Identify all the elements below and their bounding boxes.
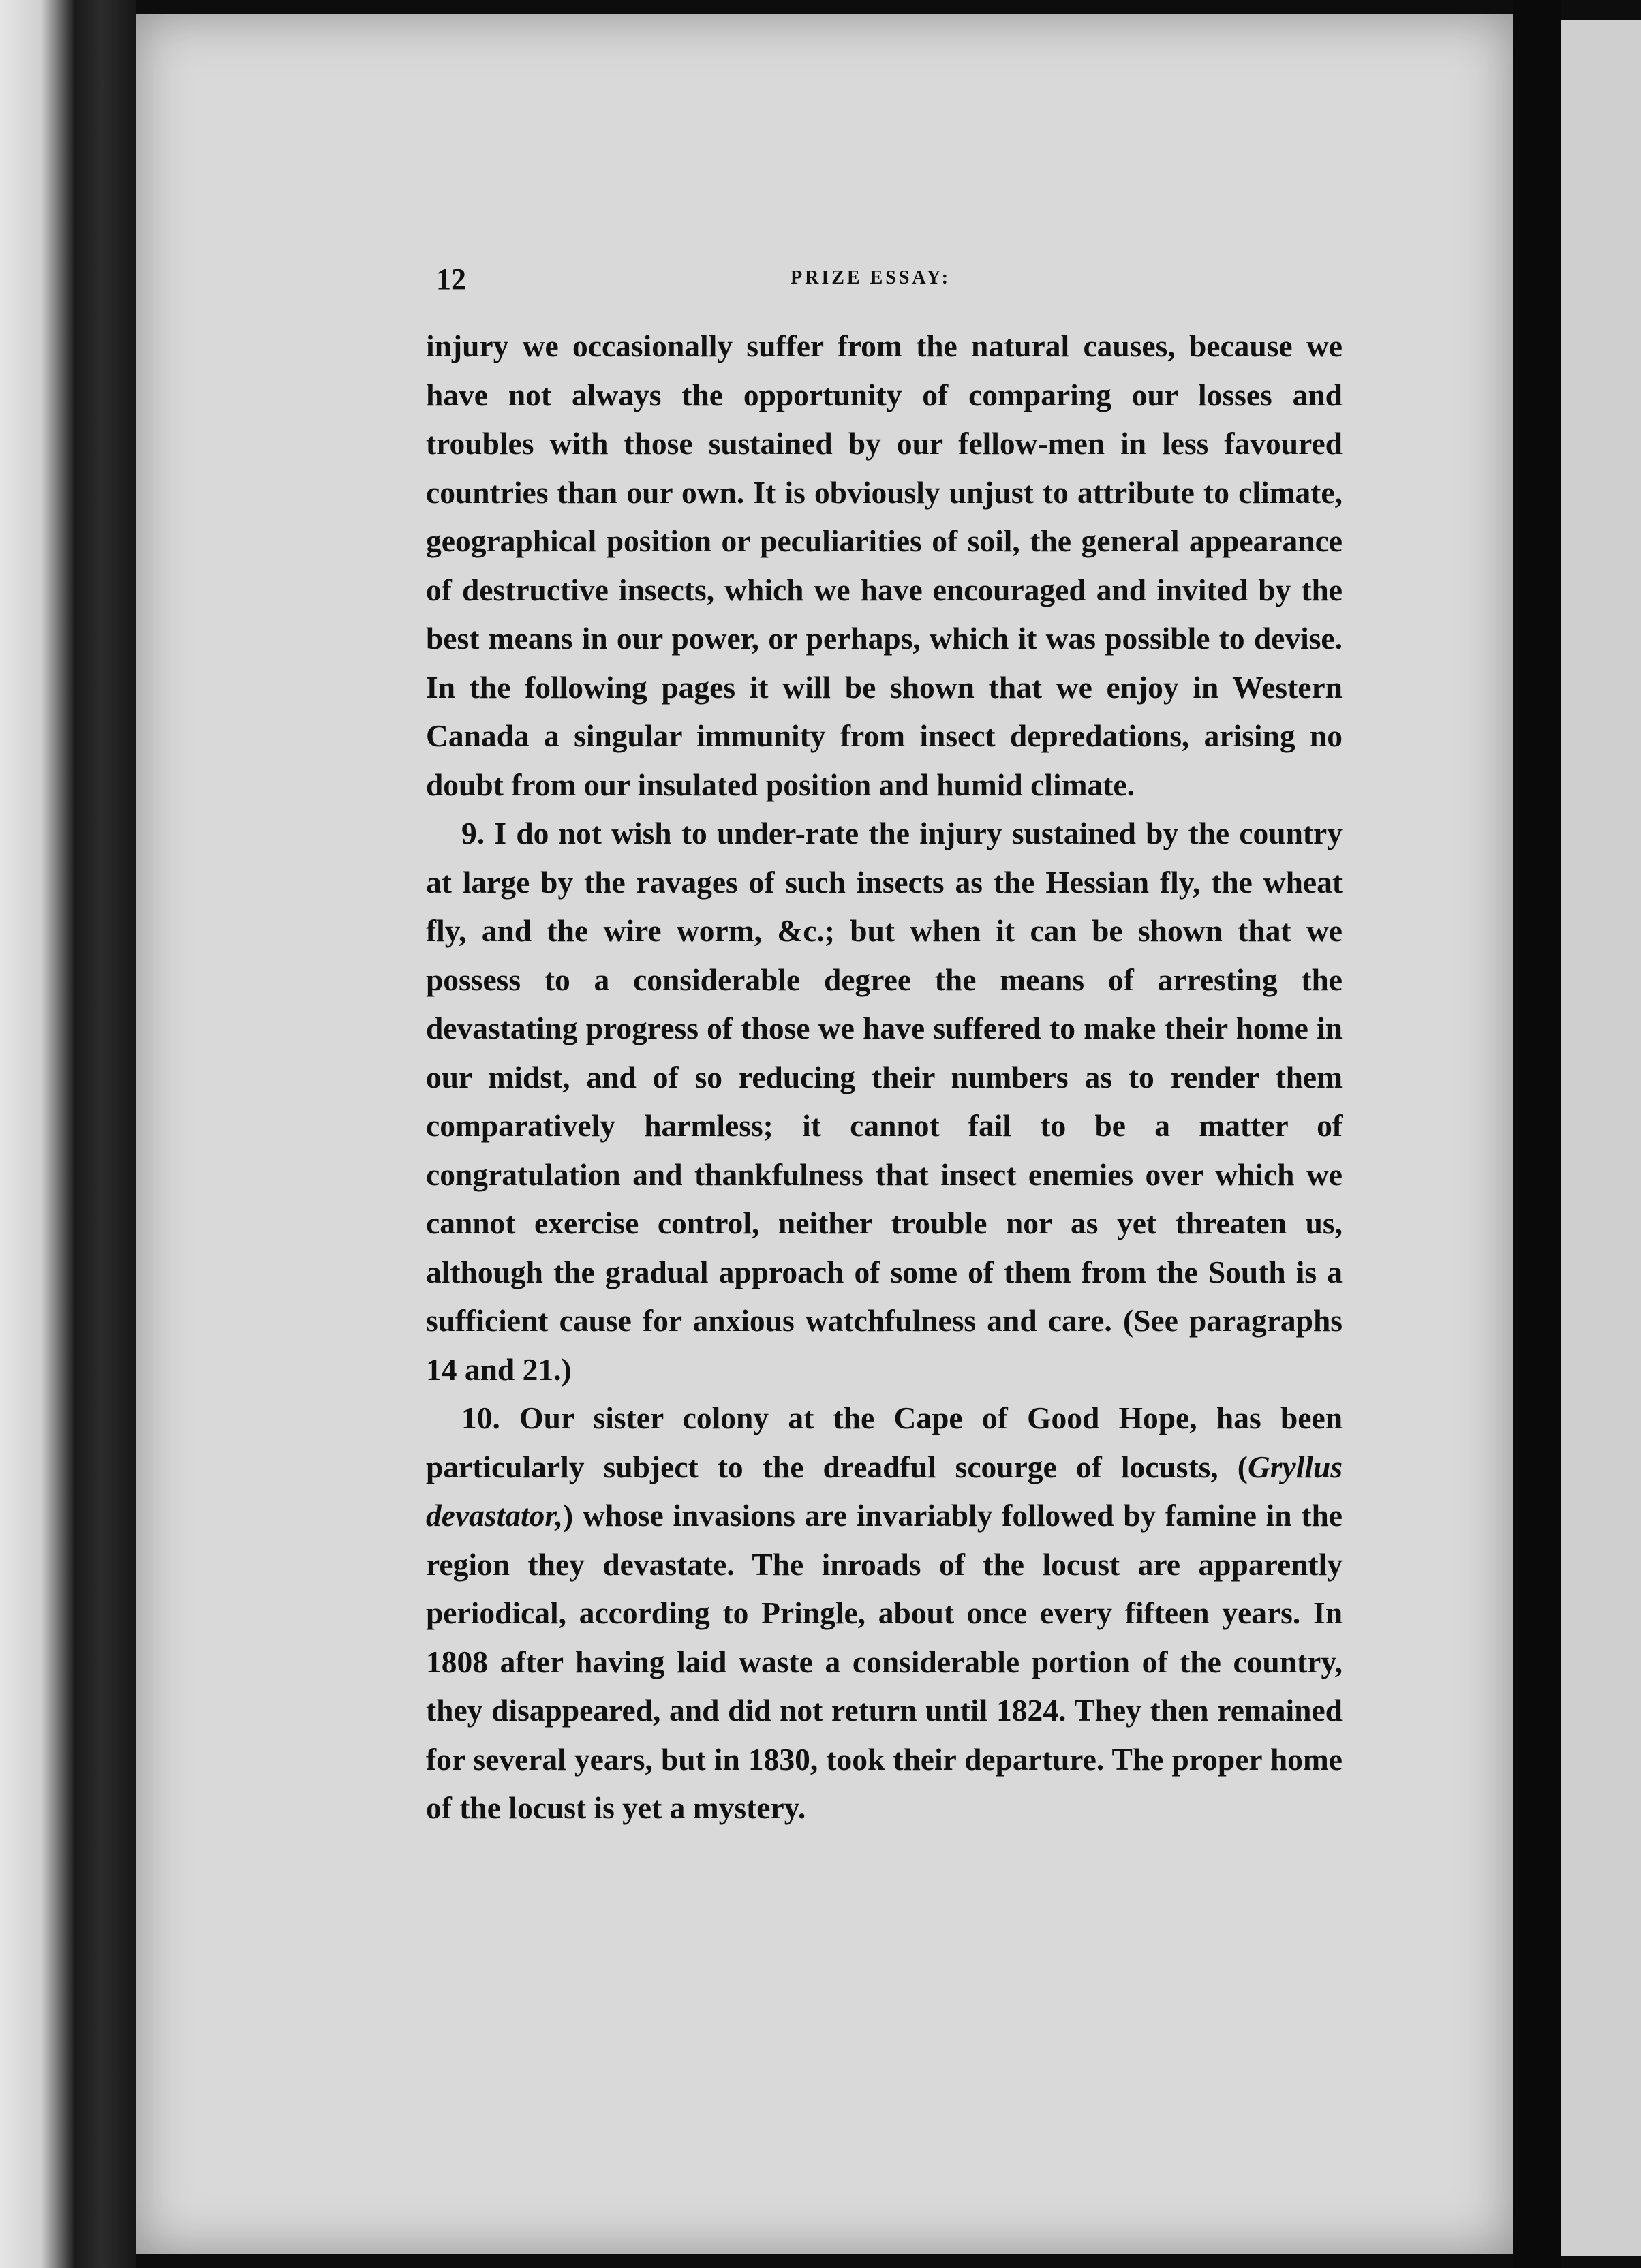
running-head: PRIZE ESSAY: [791, 267, 951, 288]
paragraph-9: 9. I do not wish to under-rate the injury sustained by the country at large by the ravages of such insects as the Hessian fly, the wheat fly, and the wire worm, &c.; but when it can be shown that we possess to a considerable degree the means of arresting the devastating progress of those we have suffered to make their home in our midst, and of so reducing their numbers as to render them comparatively harmless; it cannot fail to be a matter of congratulation and thankfulness that insect enemies over which we cannot exercise control, neither trouble nor as yet threaten us, although the gradual approach of some of them from the South is a sufficient cause for anxious watchfulness and care. (See paragraphs 14 and 21.) [426, 816, 1343, 1387]
page-number: 12 [436, 262, 466, 296]
page-header [436, 262, 1349, 303]
species-name: Gryllus devastator, [426, 1449, 1343, 1533]
body-text [426, 322, 1343, 1833]
binding-edge [0, 0, 136, 2268]
page-gutter [1513, 0, 1561, 2268]
paragraph-10-start: 10. Our sister colony at the Cape of Good Hope, has been particularly subject to the dreadful scourge of locusts, ( [426, 1400, 1343, 1484]
paragraph-10-end: ) whose invasions are invariably followed by famine in the region they devastate. The inroads of the locust are apparently periodical, according to Pringle, about once every fifteen years. In 1808 after having laid waste a considerable portion of the country, they disappeared, and did not return until 1824. They then remained for several years, but in 1830, took their departure. The proper home of the locust is yet a mystery. [426, 1498, 1343, 1825]
adjacent-page-edge [1561, 20, 1641, 2256]
paragraph-8-continued: injury we occasionally suffer from the natural causes, because we have not always the opportunity of comparing our losses and troubles with those sustained by our fellow-men in less favoured countries than our own. It is obviously unjust to attribute to climate, geographical position or peculiarities of soil, the general appearance of destructive insects, which we have encouraged and invited by the best means in our power, or perhaps, which it was possible to devise. In the following pages it will be shown that we enjoy in Western Canada a singular immunity from insect depredations, arising no doubt from our insulated position and humid climate. [426, 328, 1343, 802]
paragraph-10 [426, 1394, 1343, 1833]
